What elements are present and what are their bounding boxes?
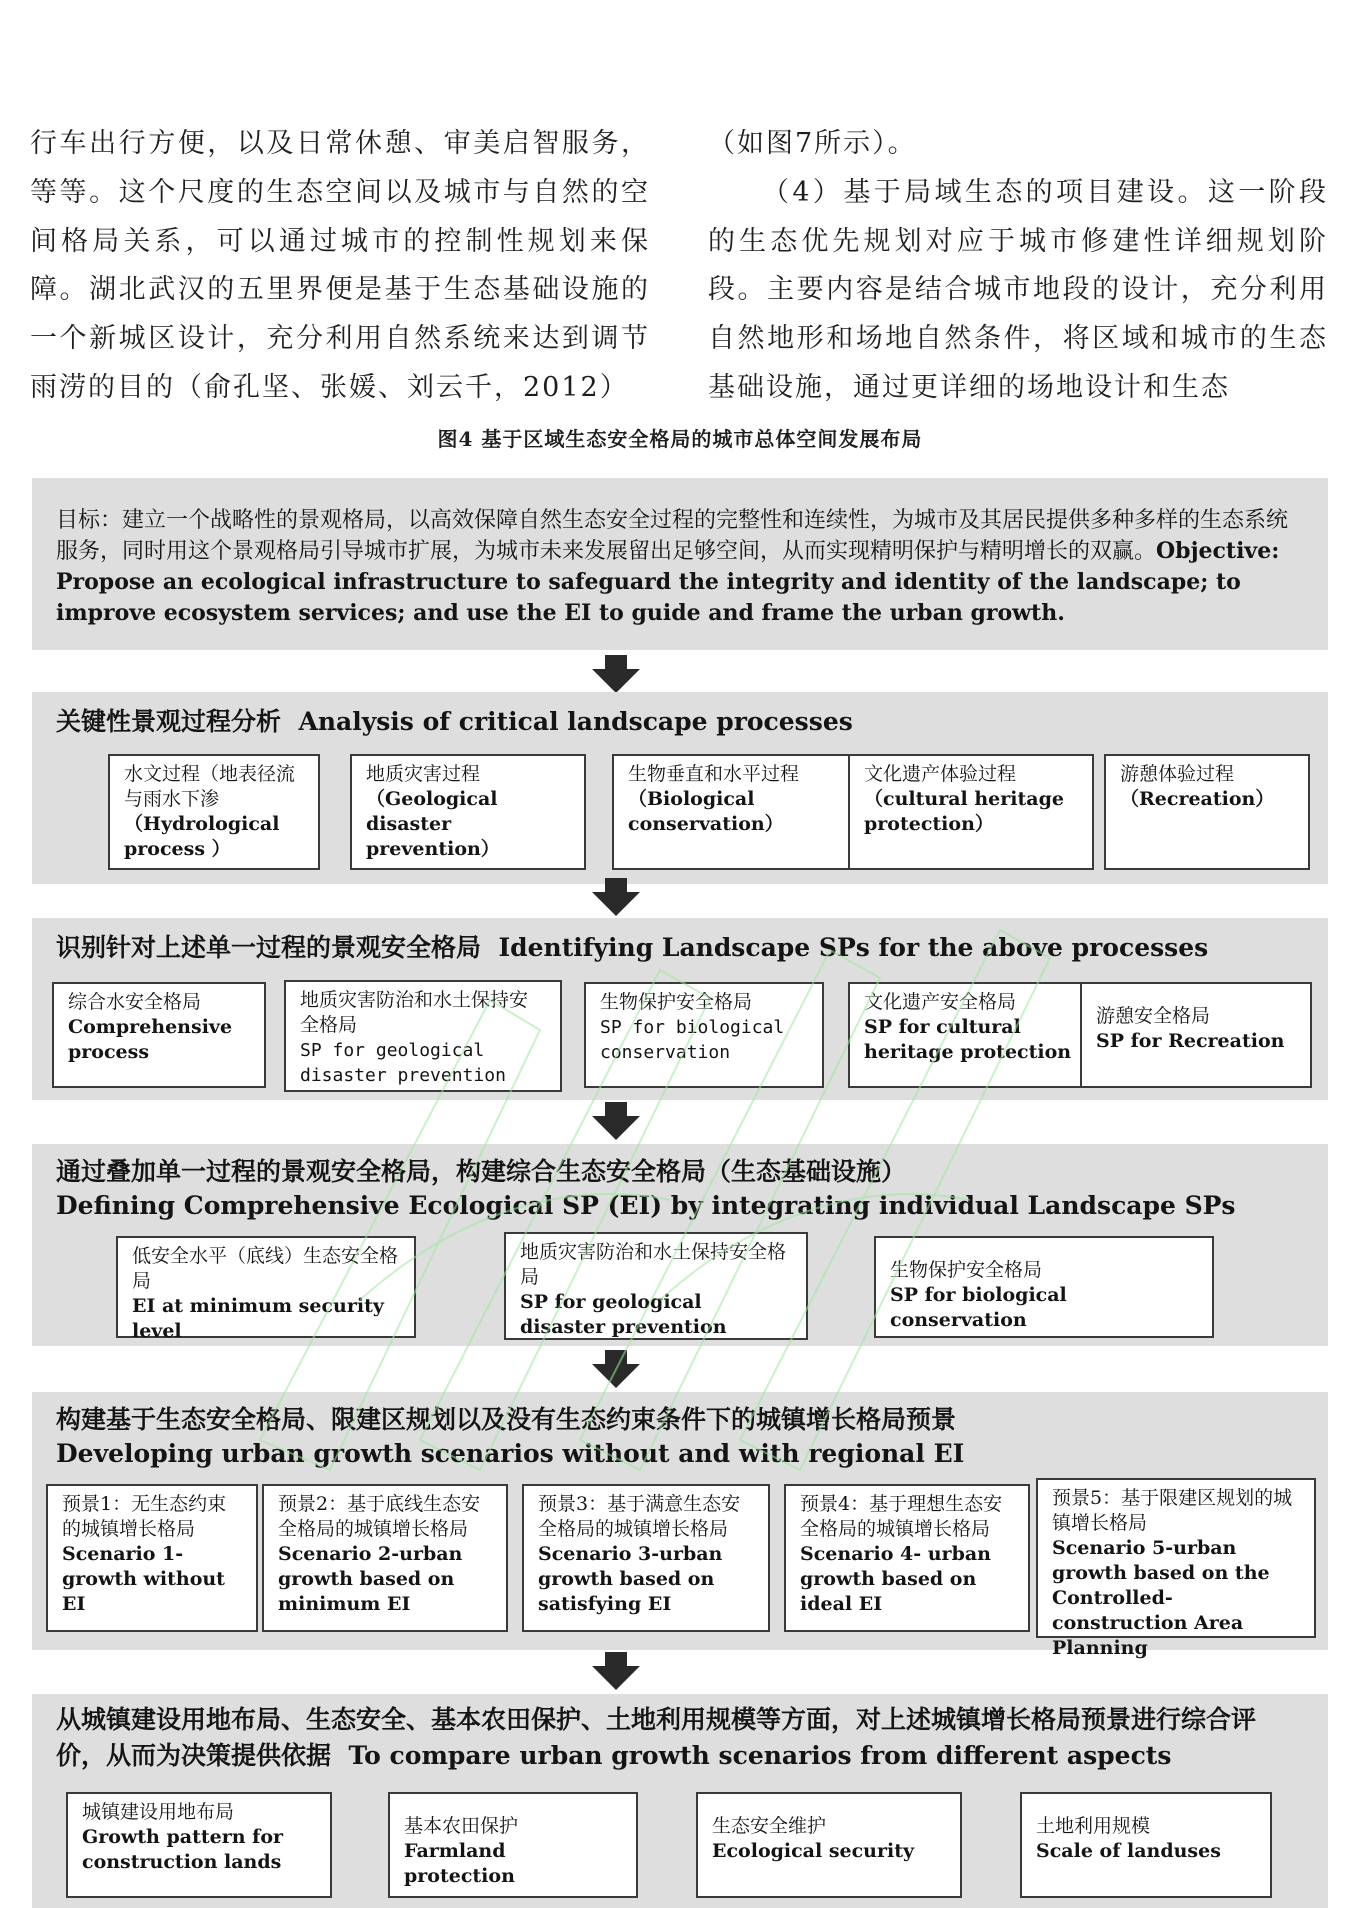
step2-box-biological: 生物保护安全格局 SP for biological conservation — [584, 982, 824, 1088]
objective-band — [32, 478, 1328, 650]
step2-box-geological: 地质灾害防治和水土保持安全格局 SP for geological disaster prevention — [284, 980, 562, 1092]
step1-box-heritage: 文化遗产体验过程 （cultural heritage protection） — [848, 754, 1094, 870]
step1-box-recreation: 游憩体验过程 （Recreation） — [1104, 754, 1310, 870]
flow-arrow-icon — [592, 878, 640, 916]
step5-band — [32, 1694, 1328, 1908]
step2-band — [32, 918, 1328, 1100]
objective-text — [56, 506, 1304, 629]
flow-arrow-icon — [592, 1350, 640, 1388]
step4-band — [32, 1392, 1328, 1659]
step5-box-ecological: 生态安全维护 Ecological security — [696, 1792, 962, 1898]
step4-box-scenario2: 预景2：基于底线生态安全格局的城镇增长格局Scenario 2-urban growth based on minimum EI — [262, 1484, 508, 1632]
step1-title: 关键性景观过程分析 Analysis of critical landscape processes — [56, 707, 853, 736]
step4-box-scenario3: 预景3：基于满意生态安全格局的城镇增长格局Scenario 3-urban growth based on satisfying EI — [522, 1484, 770, 1632]
step4-box-scenario5: 预景5：基于限建区规划的城镇增长格局 Scenario 5-urban growth based on the Controlled-construction Area Planning — [1036, 1478, 1316, 1638]
figure-caption: 图4 基于区域生态安全格局的城市总体空间发展布局 — [437, 427, 923, 451]
step3-box-geological: 地质灾害防治和水土保持安全格局 SP for geological disaster prevention — [504, 1232, 808, 1340]
step3-title-en: Defining Comprehensive Ecological SP (EI) by integrating individual Landscape SPs — [56, 1191, 1236, 1220]
objective-zh: 目标：建立一个战略性的景观格局，以高效保障自然生态安全过程的完整性和连续性，为城市及其居民提供多种多样的生态系统服务，同时用这个景观格局引导城市扩展，为城市未来发展留出足够空间，从而实现精明保护与精明增长的双赢。 — [56, 508, 1289, 564]
step5-box-growth: 城镇建设用地布局 Growth pattern for construction lands — [66, 1792, 332, 1898]
right-paragraph-2: （4）基于局域生态的项目建设。这一阶段的生态优先规划对应于城市修建性详细规划阶段。主要内容是结合城市地段的设计，充分利用自然地形和场地自然条件，将区域和城市的生态基础设施，通过更详细的场地设计和生态 — [708, 176, 1328, 403]
step5-title: 从城镇建设用地布局、生态安全、基本农田保护、土地利用规模等方面，对上述城镇增长格局预景进行综合评价，从而为决策提供依据 To compare urban growth scenarios from different aspects — [56, 1705, 1257, 1770]
left-text-column — [30, 120, 650, 413]
step2-title: 识别针对上述单一过程的景观安全格局 Identifying Landscape SPs for the above processes — [56, 933, 1209, 962]
step4-box-scenario1: 预景1：无生态约束的城镇增长格局Scenario 1-growth without EI — [46, 1484, 258, 1632]
step1-band — [32, 692, 1328, 884]
right-text-column — [708, 120, 1328, 413]
right-paragraph-1: （如图7所示）。 — [708, 128, 917, 159]
step4-box-scenario4: 预景4：基于理想生态安全格局的城镇增长格局Scenario 4- urban growth based on ideal EI — [784, 1484, 1030, 1632]
step3-title-zh: 通过叠加单一过程的景观安全格局，构建综合生态安全格局（生态基础设施） — [56, 1157, 907, 1186]
step1-box-hydrological: 水文过程（地表径流与雨水下渗（Hydrological process ） — [108, 754, 320, 870]
step4-title-en: Developing urban growth scenarios without and with regional EI — [56, 1439, 965, 1468]
step2-box-water: 综合水安全格局 Comprehensive process — [52, 982, 266, 1088]
step4-title-zh: 构建基于生态安全格局、限建区规划以及没有生态约束条件下的城镇增长格局预景 — [56, 1405, 957, 1434]
left-paragraph: 行车出行方便，以及日常休憩、审美启智服务，等等。这个尺度的生态空间以及城市与自然的空间格局关系，可以通过城市的控制性规划来保障。湖北武汉的五里界便是基于生态基础设施的一个新城区设计，充分利用自然系统来达到调节雨涝的目的（俞孔坚、张媛、刘云千，2012） — [30, 128, 650, 403]
step1-box-biological: 生物垂直和水平过程（Biological conservation） — [612, 754, 854, 870]
step3-band — [32, 1144, 1328, 1346]
step5-box-farmland: 基本农田保护 Farmland protection — [388, 1792, 638, 1898]
step2-box-recreation: 游憩安全格局 SP for Recreation — [1080, 982, 1312, 1088]
step5-box-scale: 土地利用规模 Scale of landuses — [1020, 1792, 1272, 1898]
flow-arrow-icon — [592, 1652, 640, 1690]
step2-box-heritage: 文化遗产安全格局 SP for cultural heritage protection — [848, 982, 1090, 1088]
step3-box-minimum: 低安全水平（底线）生态安全格局 EI at minimum security level — [116, 1236, 416, 1338]
flow-arrow-icon — [592, 1102, 640, 1140]
step1-box-geological: 地质灾害过程 （Geological disaster prevention） — [350, 754, 586, 870]
flow-arrow-icon — [592, 655, 640, 693]
step3-box-biological: 生物保护安全格局 SP for biological conservation — [874, 1236, 1214, 1338]
objective-en: Objective: Propose an ecological infrastructure to safeguard the integrity and identity of the landscape; to improve ecosystem services; and use the EI to guide and frame the urban growth. — [56, 538, 1280, 626]
